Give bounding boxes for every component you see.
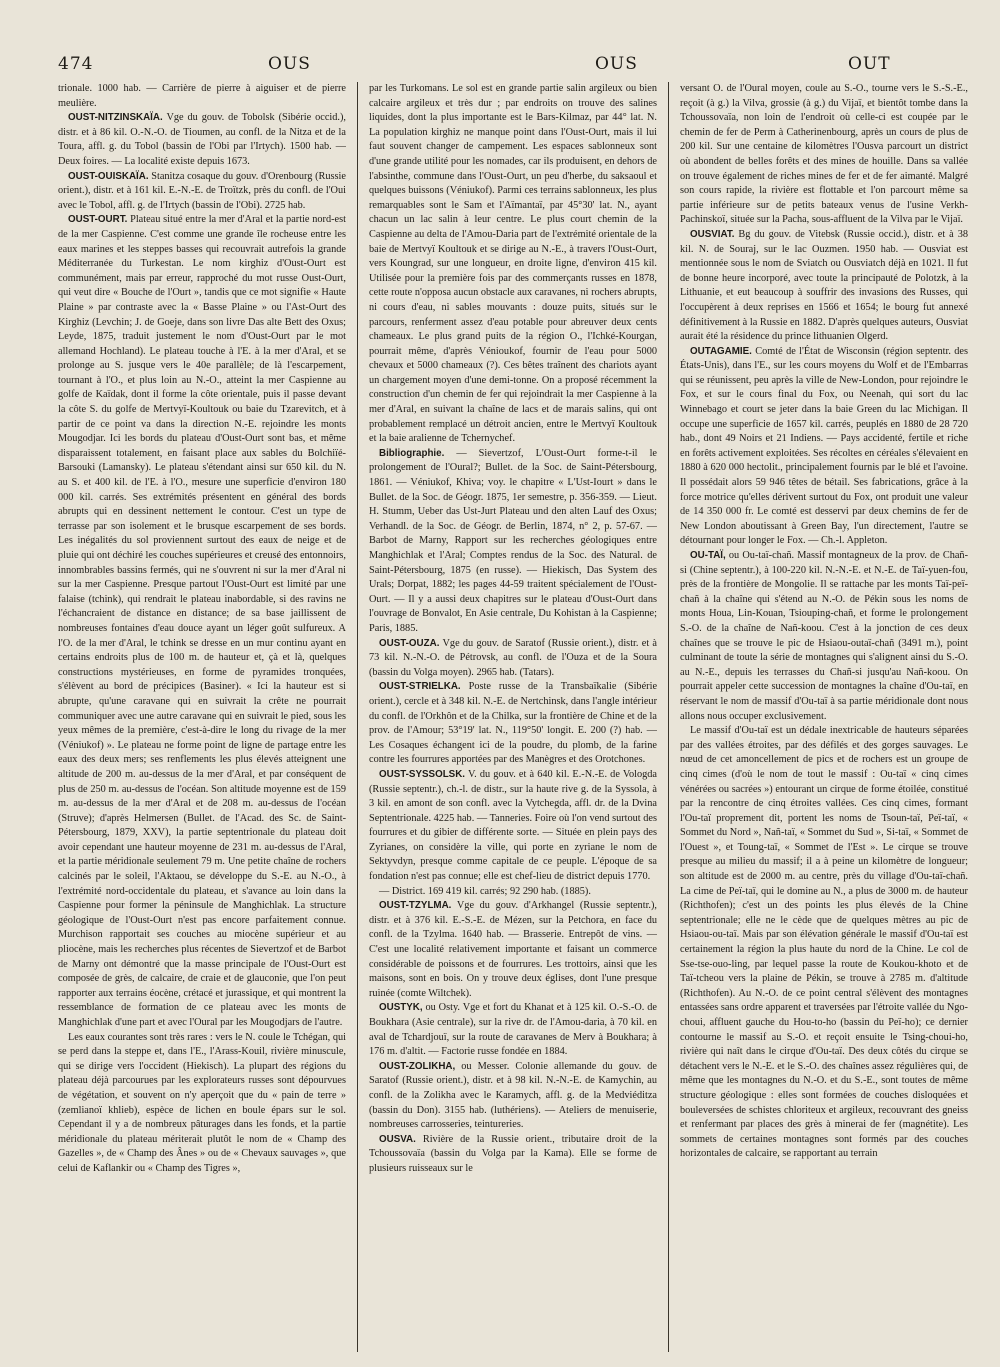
entry-text: Vge du gouv. de Tobolsk (Sibérie occid.), distr. et à 86 kil. O.-N.-O. de Tioumen, au confl. de la Nitza et de la Toura, affl. g. du Tobol (bassin de l'Obi par l'Irtych). 1500 hab. — Deux foires. — La localité existe depuis 1673. (58, 112, 346, 167)
dictionary-entry (369, 680, 657, 768)
dictionary-entry (369, 82, 657, 447)
running-head-middle: OUS (595, 54, 638, 74)
entry-headword: Bibliographie. (379, 447, 445, 459)
dictionary-entry (369, 1060, 657, 1133)
text-columns (58, 82, 968, 1352)
entry-text: ou Osty. Vge et fort du Khanat et à 125 kil. O.-S.-O. de Boukhara (Asie centrale), sur la rive dr. de l'Amou-daria, à 70 kil. en aval de Tchardjouï, sur la route de caravanes de Merv à Boukhara; à 176 m. d'altit. — Factorie russe fondée en 1884. (369, 1002, 657, 1058)
entry-text: Bg du gouv. de Vitebsk (Russie occid.), distr. et à 38 kil. N. de Souraj, sur le lac Ouzmen. 1950 hab. — Ousviat est mentionnée sous le nom de Sviatch ou Ousviatch déjà en 1021. Il fut de bonne heure incorporé, avec toute la principauté de Polotzk, à la Lithuanie, et eut beaucoup à souffrir des invasions des Russes, qui l'occupèrent à deux reprises en 1566 et 1654; le bourg fut annexé définitivement à la Russie en 1882. D'après quelques auteurs, Ousviat aurait été la résidence du prince lithuanien Olgerd. (680, 228, 968, 343)
entry-text: Vge du gouv. d'Arkhangel (Russie septentr.), distr. et à 376 kil. E.-S.-E. de Mézen, sur la Petchora, en face du confl. de la Tzylma. 1640 hab. — Brasserie. Entrepôt de vins. — C'est une localité relativement importante et faisant un commerce considérable de poissons et de fourrures. Les trottoirs, ainsi que les maisons, sont en bois. On y trouve deux églises, dont l'une presque ruinée (comte Wiltchek). (369, 900, 657, 999)
entry-headword: OUST-SYSSOLSK. (379, 768, 466, 780)
dictionary-entry (58, 213, 346, 1030)
entry-text: ou Messer. Colonie allemande du gouv. de Saratof (Russie orient.), distr. et à 98 kil. N.-N.-E. de Kamychin, au confl. de la Zolikha avec le Karamych, affl. g. de la Medviéditza (bassin du Don). 3155 hab. (luthériens). — Ateliers de menuiserie, nombreuses carrosseries, teintureries. (369, 1060, 657, 1131)
dictionary-entry (369, 768, 657, 885)
dictionary-entry (58, 111, 346, 169)
column-divider (357, 82, 358, 1352)
dictionary-entry (58, 170, 346, 214)
entry-headword: OUST-STRIELKA. (379, 681, 461, 693)
dictionary-entry (369, 1133, 657, 1177)
entry-text: Poste russe de la Transbaïkalie (Sibérie orient.), cercle et à 348 kil. N.-E. de Nertchinsk, dans l'angle intérieur du confl. de l'Orkhôn et de la Chilka, sur la frontière de Chine et de la prov. de l'Amour; 53°19' lat. N., 119°50' longit. E. 200 (?) hab. — Les Cosaques échangent ici de la poudre, du plomb, de la farine contre les fourrures apportées par des Manègres et des Orotchones. (369, 681, 657, 766)
column-middle (369, 82, 657, 1352)
column-divider (668, 82, 669, 1352)
entry-text: versant O. de l'Oural moyen, coule au S.-O., tourne vers le S.-S.-E., reçoit (à g.) la Vilva, grossie (à g.) du Vijaï, et bientôt tombe dans la Tchoussovaïa, non loin de l'endroit où celle-ci est coupée par le chemin de fer de Perm à Catherinenbourg, après un cours de plus de 200 kil. Sur une centaine de kilomètres l'Ousva parcourt un district où abondent de belles forêts et des mines de houille. Dans sa vallée on trouve également de riches mines de fer et de fer aimanté. Malgré son cours rapide, la rivière est flottable et l'on parcourt même sa partie inférieure sur de petits bateaux venus de l'usine Verkh-Pachinskoï, située sur la Pacha, sous-affluent de la Vilva par le Vijaï. (680, 83, 968, 226)
entry-text: Le massif d'Ou-taï est un dédale inextricable de hauteurs séparées par des vallées étroites, par des défilés et des gorges sauvages. Le nœud de cet amoncellement de pics et de rochers est un groupe de cinq cimes (d'où le nom de tout le massif : Ou-taï « cinq cimes vénérées ou sacrées ») entourant un cirque de forme étoilée, constitué par la rencontre de cinq étroites vallées. Ces cinq cimes, formant l'Ou-taï proprement dit, portent les noms de Tsoun-taï, Peï-taï, « Sommet du Nord », Nañ-taï, « Sommet du Sud », Si-taï, « Sommet de l'Ouest », et Toung-taï, « Sommet de l'Est ». Le cirque se trouve presque au milieu du massif; il a à peine un kilomètre de longueur; son altitude est de 2000 m. au centre, près du village d'Ou-taï-chañ. La cime de Peï-taï, qui le domine au N., a plus de 3000 m. de hauteur (Richthofen); c'est un des points les plus élevés de la Chine septentrionale; elle ne le cède que de quelques mètres au pic de Hsiaou-ou-taï. Mais par son élévation générale le massif d'Ou-taï est certainement la région la plus haute du nord de la Chine. Le col de Sse-tse-ouo-ling, par lequel passe la route de Koukou-khoto et de Taï-tcheou vers la plaine de Pékin, se trouve à 2785 m. d'altitude (Richthofen). Au N.-O. de ce point central s'élèvent des montagnes entassées sans ordre apparent et traversées par l'étroite vallée du Ngo-choui, affluent gauche du Hou-to-ho (bassin du Peï-ho); ce dernier contourne le massif au S.-O. et reçoit ensuite le Tsing-choui-ho, rivière qui naît dans le cirque d'Ou-taï. Des deux côtés du cirque se détachent vers le N.-E. et le S.-O. des chaînes assez régulières qui, de même que les montagnes du N.-O. et du S.-E., sont toutes de même structure géologique : elles sont formées de couches disloquées et bouleversées de schistes chloriteux et argileux, recouvrant des gneiss et renfermant par places des grès à minerai de fer (magnétite). Les sommets de certaines montagnes sont formés par des couches horizontales de calcaire, se rapportant au terrain (680, 725, 968, 1160)
dictionary-entry (680, 345, 968, 549)
dictionary-entry (58, 82, 346, 111)
entry-text: Plateau situé entre la mer d'Aral et la partie nord-est de la mer Caspienne. C'est comme une grande île rocheuse entre les eaux marines et les steppes basses qui recouvrait autrefois la grande Méditerranée du Turkestan. Le nom kirghiz d'Oust-Ourt est communément, mais par erreur, rapproché du mot russe Oust-Ourt, qui veut dire « Bouche de l'Ourt », tandis que ce mot signifie « Haute Plaine » par contraste avec la « Basse Plaine » ou l'Ast-Ourt des Kirghiz (Levchin; J. de Goeje, dans son livre Das alte Bett des Oxus; Leyde, 1875, traduit justement le nom d'Oust-Ourt par le mot allemand Hochland). Le plateau touche à l'E. à la mer d'Aral, et se prolonge au S. jusque vers le 40e parallèle; de là l'escarpement, tournant à l'O., et plus loin au N.-O., atteint la mer Caspienne au golfe de Kaïdak, dont il forme la côte orientale, puis il passe devant la côte S. du golfe de Mertvyï-Koultouk ou baie du Tzarevitch, et à partir de ce point va dans la direction N.-E. rejoindre les monts Mougodjar. Ici les bords du plateau d'Oust-Ourt sont bas, et même disparaissent totalement, en faisant place aux sables du Bolchiïé-Barsouki (Lamansky). Le plateau s'étendant ainsi sur 650 kil. du N. au S. et 400 kil. de l'E. à l'O., mesure une superficie d'environ 180 000 kil. carrés. Ses extrémités présentent en général des bords abrupts qui en dessinent nettement le contour. C'est un type de terrasse par son isolement et le brusque escarpement de ses bords. Les inégalités du sol proviennent surtout des eaux de neige et de pluie qui ont déchiré les couches supérieures et creusé des entonnoirs, innombrables bassins fermés, qui ne s'ouvrent ni sur la mer d'Aral ni sur la mer Caspienne. Presque partout l'Oust-Ourt est limité par une falaise (tchink), qui rendrait le plateau inabordable, si des ravins ne l'échancraient de distance en distance; de sa base jaillissent de nombreuses fontaines d'eau douce ayant un léger goût sulfureux. A l'O. de la mer d'Aral, le tchink se dresse en un mur continu ayant en certains endroits plus de 100 m. de hauteur et, çà et là, quelques constructions mystérieuses, en forme de pyramides tronquées, s'élèvent au bord de précipices (Basiner). « Ici la hauteur est si abrupte, qu'une caravane qui en suivrait la crête ne pourrait communiquer avec une autre caravane qui en suivrait le pied, sous les yeux mêmes de la première, c'est-à-dire le long du rivage de la mer (Véniukof) ». Le plateau ne forme point de ligne de partage entre les eaux des deux mers; ses renflements les plus élevés atteignent une altitude de 200 m. au-dessus de la mer d'Aral, et par conséquent de plus de 250 m. au-dessus de l'océan. Son altitude moyenne est de 159 m. au-dessus de la mer d'Aral et de 208 m. au-dessus de l'océan (Struve); d'après Helmersen (Bullet. de l'Acad. des Sc. de Saint-Pétersbourg, 1879, XXV), la partie septentrionale du plateau doit avoir cependant une hauteur moyenne de 231 m. au-dessus de l'Aral, et la partie méridionale seulement 79 m. Une petite chaîne de rochers calcinés par le soleil, l'Aktaou, se développe du S.-E. au N.-O., à l'extrémité nord-occidentale du plateau, et s'avance au loin dans la Caspienne pour former la péninsule de Manghichlak. La structure géologique de l'Oust-Ourt n'est pas encore parfaitement connue. Murchison rapportait ses couches au miocène supérieur et au pliocène, mais les recherches plus récentes de Sievertzof et de Barbot de Marny ont démontré que la masse principale de l'Oust-Ourt est composée de grès, de calcaire, de craie et de glauconie, que l'on peut rapporter aux terrains éocène, crétacé et jurassique, et qui montrent la ressemblance de formation de ce plateau avec les monts de Manghichlak d'une part et avec l'Oural par les Mougodjars de l'autre. (58, 214, 346, 1028)
entry-headword: OUSVA. (379, 1133, 416, 1145)
entry-text: Vge du gouv. de Saratof (Russie orient.), distr. et à 73 kil. N.-N.-O. de Pétrovsk, au confl. de l'Ouza et de la Soura (bassin du Volga moyen). 2965 hab. (Tatars). (369, 637, 657, 678)
entry-headword: OU-TAÏ, (690, 550, 726, 561)
running-head-left: OUS (268, 54, 311, 74)
entry-headword: OUST-ZOLIKHA, (379, 1060, 456, 1072)
entry-text: Comté de l'État de Wisconsin (région septentr. des États-Unis), dans l'E., sur les cours moyens du Wolf et de l'Embarras qui se réunissent, peu après la ville de New-London, pour rejoindre le Fox, et sur le cours final du Fox, ou Neenah, qui sort du lac Winnebago et court se jeter dans la baie Green du lac Michigan. Il occupe une superficie de 1657 kil. carrés, peuplés en 1880 de 28 720 hab., dont 49 Noirs et 21 Indiens. — Pays accidenté, fertile et riche en forêts activement exploitées. Ses récoltes en céréales s'élevaient en 1880 à 620 000 hectolit., principalement fournis par le blé et l'avoine. Il possédait alors 59 946 têtes de bétail. Ses fabrications, grâce à la force motrice qu'elles dérivent surtout du Fox, ont produit une valeur de 14 350 000 fr. Le comté est desservi par deux chemins de fer de New London aboutissant à Green Bay, l'un directement, l'autre se détournant pour longer le Fox. — Ch.-l. Appleton. (680, 345, 968, 547)
entry-headword: OUTAGAMIE. (690, 345, 752, 357)
dictionary-entry (369, 637, 657, 681)
dictionary-entry (369, 899, 657, 1001)
entry-text: — District. 169 419 kil. carrés; 92 290 hab. (1885). (379, 885, 591, 897)
running-head-right: OUT (848, 54, 891, 74)
entry-headword: OUST-OUISKAÏA. (68, 170, 149, 182)
dictionary-entry (369, 1001, 657, 1059)
entry-headword: OUSTYK, (379, 1002, 423, 1014)
entry-text: Stanitza cosaque du gouv. d'Orenbourg (Russie orient.), distr. et à 161 kil. E.-N.-E. de Troïtzk, près du confl. de l'Oui avec le Tobol, affl. g. de l'Irtych (bassin de l'Obi). 2725 hab. (58, 170, 346, 211)
entry-text: Les eaux courantes sont très rares : vers le N. coule le Tchégan, qui se perd dans la steppe et, dans l'E., l'Arass-Kouil, rivière minuscule, qui se dirige vers l'occident (Hiekisch). La plupart des régions du plateau déjà parcourues par les explorateurs russes sont dépourvues de végétation, et souvent on n'y aperçoit que du « pain de terre » (zemlianoï khlieb), espèce de lichen en boule épars sur le sol. Cependant il y a de nombreux pâturages dans les fonds, et la partie méridionale du plateau mériterait plutôt le nom de « Champ des Gazelles », de « Champ des Ânes » ou de « Chevaux sauvages », que celui de Kaflankir ou « Champ des Tigres », (58, 1031, 346, 1174)
dictionary-entry (680, 724, 968, 1162)
dictionary-entry (680, 228, 968, 345)
entry-text: Rivière de la Russie orient., tributaire droit de la Tchoussovaïa (bassin du Volga par la Kama). Elle se forme de plusieurs ruisseaux sur le (369, 1133, 657, 1174)
entry-headword: OUST-NITZINSKAÏA. (68, 112, 163, 124)
dictionary-entry (680, 549, 968, 724)
page-number: 474 (58, 54, 94, 74)
entry-text: — Sievertzof, L'Oust-Ourt forme-t-il le prolongement de l'Oural?; Bullet. de la Soc. de Saint-Pétersbourg, 1861. — Véniukof, Khiva; voy. le chapitre « L'Ust-Iourt » dans le Bullet. de la Soc. de Géogr. 1875, 1er semestre, p. 356-359. — Lieut. H. Stumm, Ueber das Ust-Jurt Plateau und den alten Lauf des Oxus; Verhandl. de la Soc. de Géogr. de Berlin, 1874, n° 2, p. 57-67. — Barbot de Marny, Rapport sur les recherches géologiques entre Manghichlak et l'Aral; Comptes rendus de la Soc. des Natural. de Saint-Pétersbourg, 1875 (en russe). — Hiekisch, Das System des Urals; Dorpat, 1882; les pages 44-59 traitent spécialement de l'Oust-Ourt. — Il y a aussi deux chapitres sur le plateau d'Oust-Ourt dans l'ouvrage de Bonvalot, En Asie centrale, Du Kohistan à la Caspienne; Paris, 1885. (369, 447, 657, 634)
dictionary-entry (369, 885, 657, 900)
entry-headword: OUST-TZYLMA. (379, 900, 452, 912)
dictionary-entry (369, 447, 657, 637)
entry-text: V. du gouv. et à 640 kil. E.-N.-E. de Vologda (Russie septentr.), ch.-l. de distr., sur la haute rive g. de la Syssola, à 3 kil. en amont de son confl. avec la Vytchegda, affl. dr. de la Dvina Septentrionale. 4225 hab. — Tanneries. Foire où l'on vend surtout des fourrures et du gibier de différente sorte. — Située en plein pays des Zyrianes, on considère la ville, qui porte en zyriane le nom de Sektyvdyn, presque comme capitale de ce peuple. L'époque de sa fondation n'est pas connue; elle est chef-lieu de district depuis 1770. (369, 768, 657, 883)
entry-text: par les Turkomans. Le sol est en grande partie salin argileux ou bien calcaire argileux et très dur ; par endroits on trouve des salines liquides, dont la plus importante est le Bars-Kilmaz, par 44° lat. N. La population kirghiz ne manque point dans l'Oust-Ourt, mais il lui faut souvent changer de campement. Les espaces sablonneux sont d'une grande utilité pour les nomades, car ils produisent, en dehors de l'absinthe, commune dans l'Oust-Ourt, un peu d'herbe, du saksaoul et quelques buissons (Véniukof). Parmi ces terrains sablonneux, les plus remarquables sont le Sam et l'Aïmantaï, par 45°30' lat. N., ayant chacun un lac salin à leur centre. Le plus court chemin de la Caspienne au delta de l'Amou-Daria part de l'extrémité orientale de la baie de Mertvyï Koultouk et se dirige au N.-E., à travers l'Oust-Ourt, vers Koungrad, sur une longueur, en droite ligne, d'environ 415 kil. Utilisée pour la première fois par des commerçants russes en 1878, cette route n'opposa aucun obstacle aux caravanes, ni rochers abrupts, ni cours d'eau, ni sables mouvants : douze puits, situés sur le parcours, renferment assez d'eau potable pour abreuver deux cents chameaux. Le plus grand puits de la région O., l'Ichké-Kourgan, pourrait même, d'après Vénioukof, fournir de l'eau pour 5000 chevaux et 5000 chameaux (?). Ces bêtes traînent des chariots ayant un chargement moyen d'une demi-tonne. On a proposé récemment la construction d'un chemin de fer qui rejoindrait la mer Caspienne à la mer d'Aral, en suivant la chaîne de lacs et de marais salins, qui ont probablement remplacé un détroit ancien, entre le Mertvyï Koultouk et la baie aralienne de Tchernychef. (369, 83, 657, 445)
dictionary-entry (58, 1031, 346, 1177)
column-right (680, 82, 968, 1352)
entry-headword: OUSVIAT. (690, 228, 735, 240)
entry-headword: OUST-OURT. (68, 214, 128, 226)
dictionary-entry (680, 82, 968, 228)
entry-headword: OUST-OUZA. (379, 637, 440, 649)
entry-text: ou Ou-taï-chañ. Massif montagneux de la prov. de Chañ-si (Chine septentr.), à 100-220 kil. N.-N.-E. et N.-E. de Taï-yuen-fou, près de la frontière de Mongolie. Il se rattache par les monts Taï-peï-chañ à la chaîne qui s'étend au N.-O. de Pékin sous les noms de monts Houa, Lin-Kouan, Tsiouping-chañ, et forme le prolongement S.-O. de la chaîne de Nañ-koou. C'est à la jonction de ces deux chaînes que se trouve le pic de Hsiaou-outaï-chañ (3491 m.), point culminant de toute la série de montagnes qui s'alignent ainsi du S.-O. au N.-E., depuis les terrasses du Chañ-si jusqu'au Nañ-koou. On pourrait appeler cette succession de montagnes la chaîne d'Ou-taï, en réservant le nom de massif d'Ou-taï à sa partie méridionale dont nous allons nous occuper exclusivement. (680, 550, 968, 722)
page-header (58, 54, 960, 82)
entry-text: trionale. 1000 hab. — Carrière de pierre à aiguiser et de pierre meulière. (58, 83, 346, 109)
column-left (58, 82, 346, 1352)
